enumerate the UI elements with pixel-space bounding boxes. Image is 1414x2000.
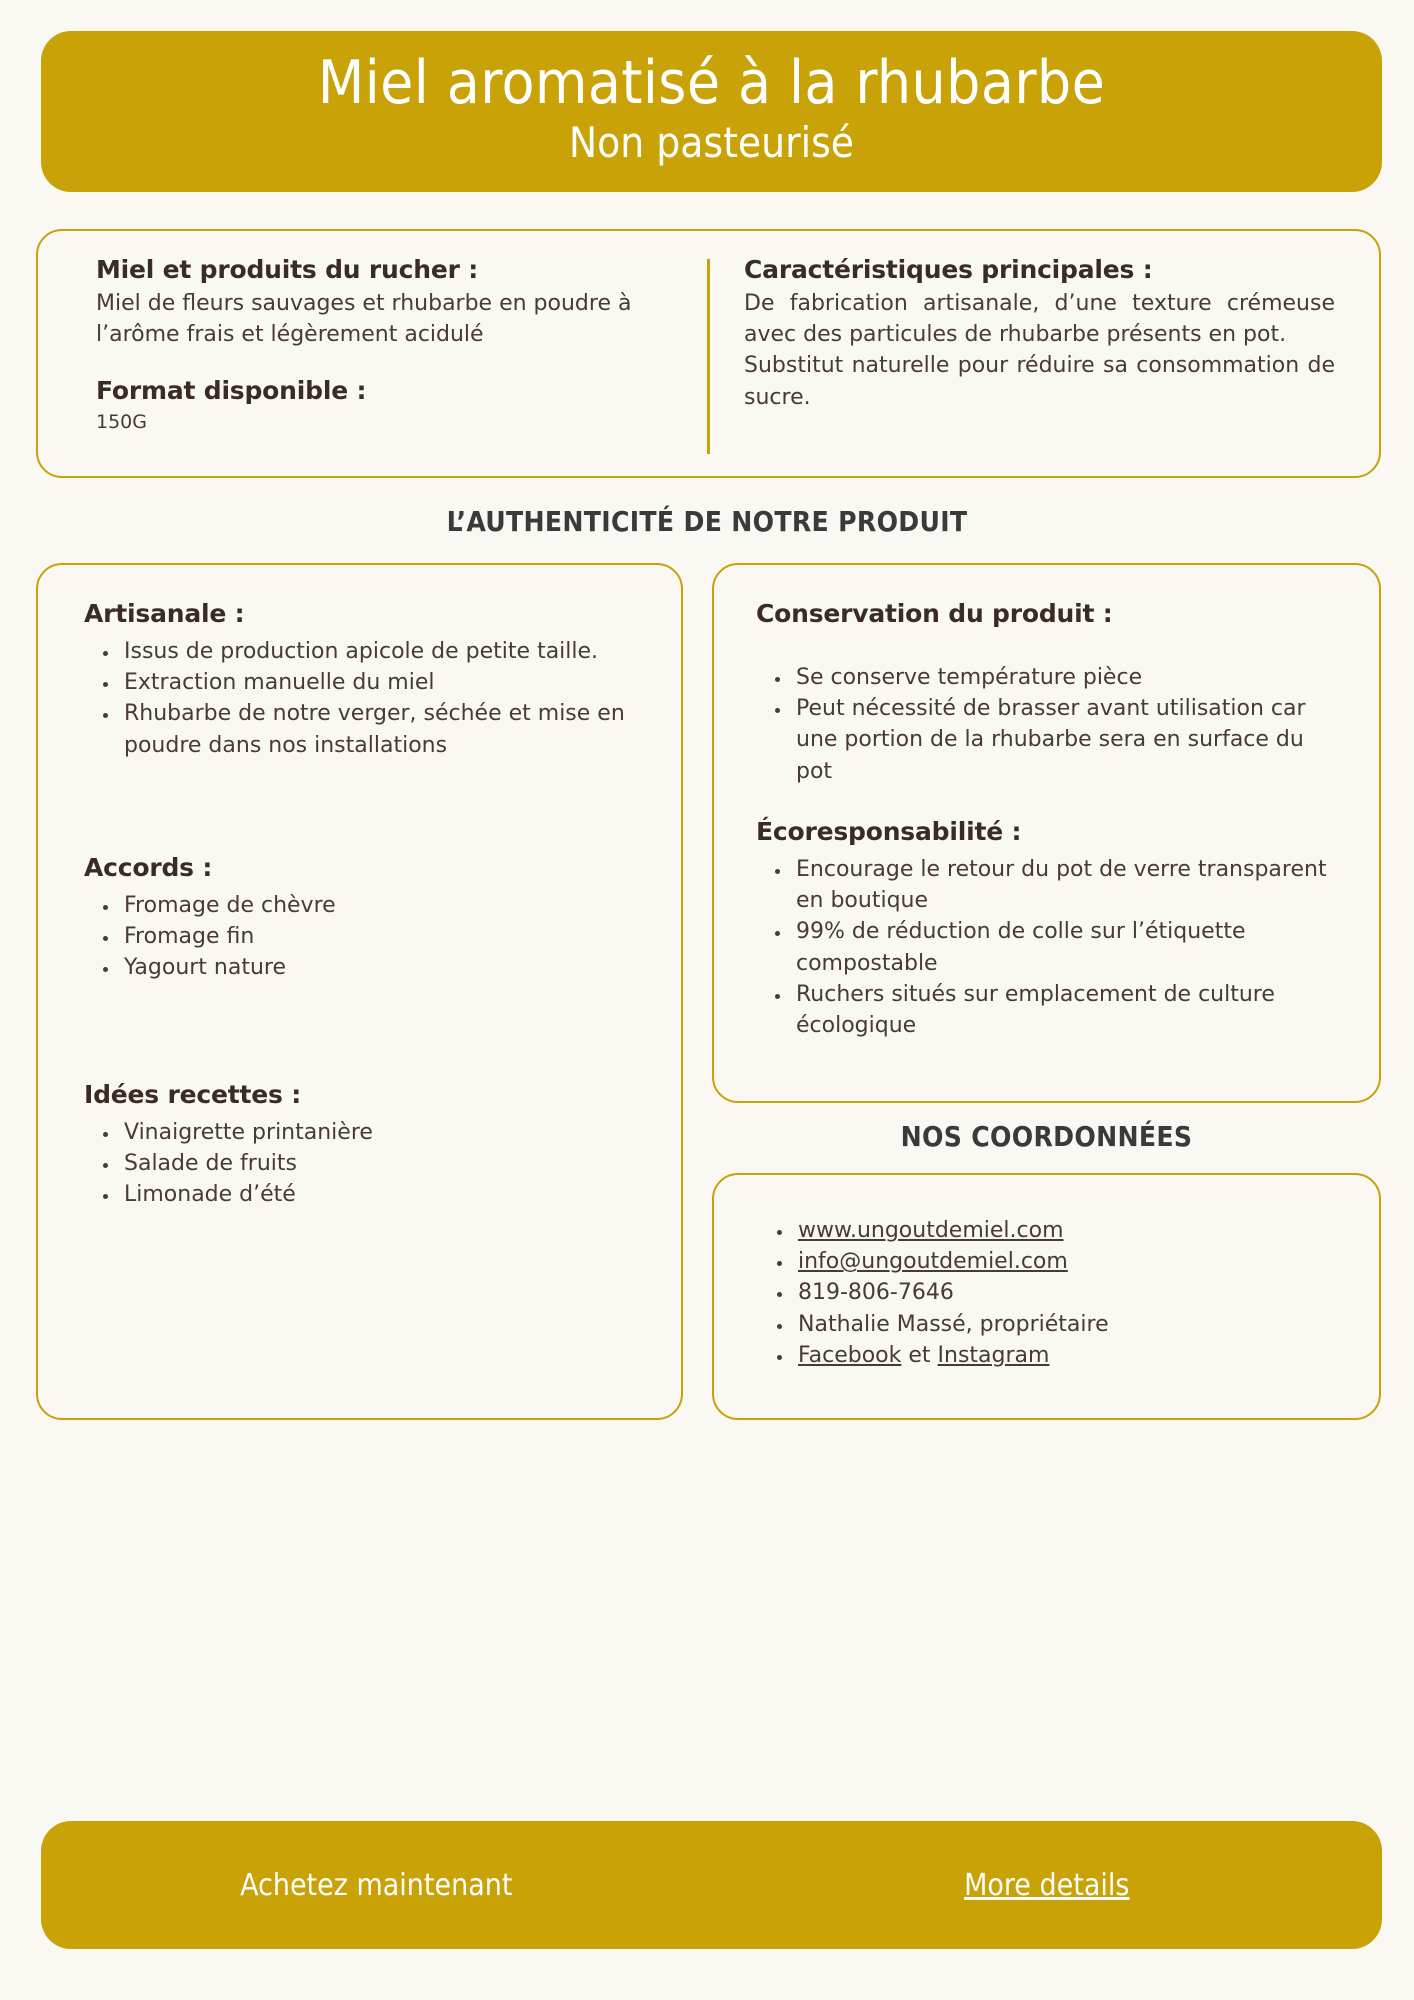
- list-item: • Issus de production apicole de petite taille.: [120, 636, 653, 667]
- header-banner: [41, 31, 1382, 192]
- authenticity-section-title: L’AUTHENTICITÉ DE NOTRE PRODUIT: [446, 505, 968, 538]
- list-item: • Rhubarbe de notre verger, séchée et mise en poudre dans nos installations: [120, 698, 653, 760]
- spacer: [84, 984, 653, 1080]
- list-item: • Limonade d’été: [120, 1179, 653, 1210]
- info-column-left: [38, 231, 707, 476]
- conservation-heading: Conservation du produit :: [756, 599, 1113, 628]
- owner-name: Nathalie Massé, propriétaire: [798, 1311, 1109, 1337]
- characteristics-heading: Caractéristiques principales :: [744, 255, 1153, 284]
- list-item: • Salade de fruits: [120, 1148, 653, 1179]
- footer-bar: [41, 1821, 1382, 1949]
- spacer: [84, 761, 653, 853]
- recettes-heading: Idées recettes :: [84, 1079, 301, 1109]
- list-item-owner: [794, 1309, 1339, 1340]
- more-details-link[interactable]: More details: [964, 1867, 1130, 1903]
- list-item: • Yagourt nature: [120, 952, 653, 983]
- list-item: • Fromage fin: [120, 921, 653, 952]
- characteristics-paragraph-2: Substitut naturelle pour réduire sa consommation de sucre.: [744, 353, 1335, 410]
- facebook-link[interactable]: Facebook: [798, 1342, 902, 1368]
- list-item: • Peut nécessité de brasser avant utilisation car une portion de la rhubarbe sera en surface du pot: [792, 693, 1339, 787]
- ecoresponsabilite-heading: Écoresponsabilité :: [756, 816, 1022, 846]
- list-item-email[interactable]: [794, 1246, 1339, 1277]
- phone-number: 819-806-7646: [798, 1280, 954, 1306]
- characteristics-paragraph-1: De fabrication artisanale, d’une texture crémeuse avec des particules de rhubarbe présents en pot.: [744, 291, 1335, 348]
- honey-products-heading: Miel et produits du rucher :: [96, 255, 479, 284]
- list-item: • Encourage le retour du pot de verre transparent en boutique: [792, 854, 1339, 916]
- contact-list: [758, 1215, 1339, 1371]
- website-link[interactable]: www.ungoutdemiel.com: [798, 1218, 1064, 1243]
- accords-heading: Accords :: [84, 852, 213, 882]
- spacer: [756, 787, 1339, 817]
- list-item-phone: [794, 1277, 1339, 1308]
- instagram-link[interactable]: Instagram: [937, 1342, 1050, 1368]
- conservation-list: [756, 662, 1339, 787]
- ecoresponsabilite-list: [756, 854, 1339, 1041]
- artisanale-list: [84, 636, 653, 761]
- format-heading: Format disponible :: [96, 376, 367, 406]
- list-item-website[interactable]: [794, 1215, 1339, 1246]
- page-subtitle: Non pasteurisé: [568, 118, 855, 167]
- page-title: Miel aromatisé à la rhubarbe: [317, 47, 1106, 118]
- list-item: • Ruchers situés sur emplacement de culture écologique: [792, 979, 1339, 1041]
- accords-list: [84, 890, 653, 984]
- list-item: • Extraction manuelle du miel: [120, 667, 653, 698]
- honey-products-body: Miel de fleurs sauvages et rhubarbe en poudre à l’arôme frais et légèrement acidulé: [96, 291, 632, 348]
- list-item: • Vinaigrette printanière: [120, 1117, 653, 1148]
- artisanale-heading: Artisanale :: [84, 599, 245, 628]
- list-item-social[interactable]: [794, 1340, 1339, 1371]
- authenticity-card-left: [36, 563, 683, 1420]
- contact-card: [712, 1173, 1381, 1420]
- email-link[interactable]: info@ungoutdemiel.com: [798, 1249, 1068, 1275]
- format-value: 150G: [96, 411, 147, 434]
- authenticity-card-right: [712, 563, 1381, 1103]
- contact-section-title: NOS COORDONNÉES: [900, 1120, 1193, 1153]
- list-item: • Se conserve température pièce: [792, 662, 1339, 693]
- recettes-list: [84, 1117, 653, 1211]
- buy-now-button[interactable]: Achetez maintenant: [240, 1867, 513, 1903]
- product-info-card: [36, 229, 1381, 478]
- list-item: • Fromage de chèvre: [120, 890, 653, 921]
- social-conjunction: et: [901, 1342, 938, 1368]
- list-item: • 99% de réduction de colle sur l’étiquette compostable: [792, 916, 1339, 978]
- info-column-right: [710, 231, 1379, 476]
